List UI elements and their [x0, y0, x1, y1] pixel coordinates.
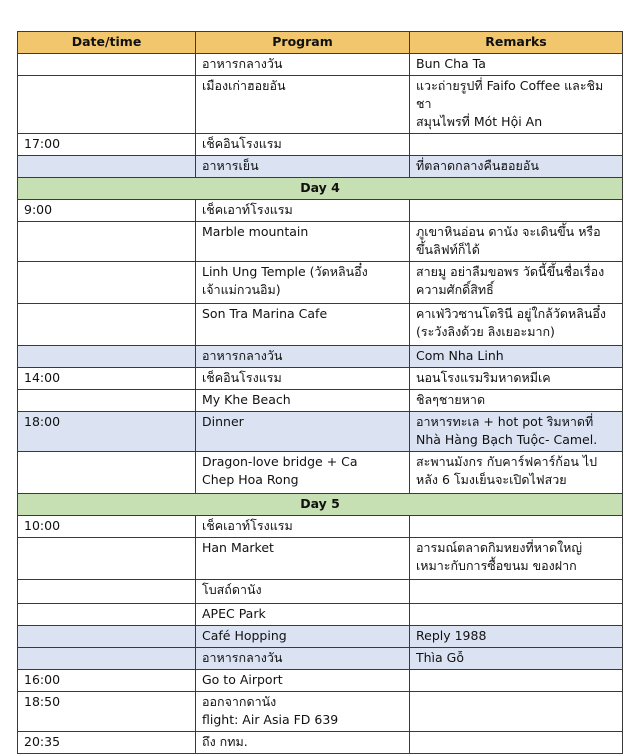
header-row [18, 32, 623, 54]
table-row [18, 580, 623, 604]
table-row [18, 538, 623, 580]
time-cell [18, 346, 196, 368]
table-row [18, 390, 623, 412]
time-cell [18, 626, 196, 648]
table-row [18, 626, 623, 648]
table-row [18, 670, 623, 692]
remarks-cell: ชิลๆชายหาด [410, 390, 623, 412]
program-cell: อาหารเย็น [196, 156, 410, 178]
remarks-cell: Thìa Gỗ [410, 648, 623, 670]
table-row [18, 346, 623, 368]
remarks-cell: แวะถ่ายรูปที่ Faifo Coffee และชิมชา สมุนไพรที่ Mót Hội An [410, 76, 623, 134]
program-cell: Linh Ung Temple (วัดหลินอึ๋ง เจ้าแม่กวนอิม) [196, 262, 410, 304]
day-header-row [18, 178, 623, 200]
header-datetime: Date/time [18, 32, 196, 54]
table-row [18, 304, 623, 346]
remarks-cell: นอนโรงแรมริมหาดหมีเค [410, 368, 623, 390]
time-cell [18, 648, 196, 670]
remarks-cell: Bun Cha Ta [410, 54, 623, 76]
remarks-cell [410, 516, 623, 538]
time-cell [18, 222, 196, 262]
remarks-cell [410, 200, 623, 222]
remarks-cell: คาเฟ่วิวซานโตรินี อยู่ใกล้วัดหลินอึ๋ง (ระวังลิงด้วย ลิงเยอะมาก) [410, 304, 623, 346]
time-cell: 9:00 [18, 200, 196, 222]
program-cell: Go to Airport [196, 670, 410, 692]
time-cell: 17:00 [18, 134, 196, 156]
table-row [18, 452, 623, 494]
program-cell: เช็คอินโรงแรม [196, 368, 410, 390]
remarks-cell: ที่ตลาดกลางคืนฮอยอัน [410, 156, 623, 178]
table-row [18, 222, 623, 262]
remarks-cell: ภูเขาหินอ่อน ดานัง จะเดินขึ้น หรือ ขึ้นลิฟท์ก็ได้ [410, 222, 623, 262]
time-cell [18, 452, 196, 494]
program-cell: Marble mountain [196, 222, 410, 262]
program-cell: Son Tra Marina Cafe [196, 304, 410, 346]
table-row [18, 54, 623, 76]
program-cell: Dragon-love bridge + Ca Chep Hoa Rong [196, 452, 410, 494]
time-cell [18, 580, 196, 604]
remarks-cell: อารมณ์ตลาดกิมหยงที่หาดใหญ่ เหมาะกับการซื้อขนม ของฝาก [410, 538, 623, 580]
program-cell: My Khe Beach [196, 390, 410, 412]
remarks-cell: Reply 1988 [410, 626, 623, 648]
time-cell [18, 304, 196, 346]
time-cell [18, 538, 196, 580]
remarks-cell [410, 580, 623, 604]
program-cell: ถึง กทม. [196, 732, 410, 754]
remarks-cell: อาหารทะเล + hot pot ริมหาดที่ Nhà Hàng Bạch Tuộc- Camel. [410, 412, 623, 452]
program-cell: Café Hopping [196, 626, 410, 648]
time-cell: 10:00 [18, 516, 196, 538]
time-cell: 14:00 [18, 368, 196, 390]
remarks-cell: สะพานมังกร กับคาร์ฟคาร์ก้อน ไป หลัง 6 โมงเย็นจะเปิดไฟสวย [410, 452, 623, 494]
program-cell: ออกจากดานัง flight: Air Asia FD 639 [196, 692, 410, 732]
day-label: Day 5 [18, 494, 623, 516]
time-cell [18, 390, 196, 412]
day-header-row [18, 494, 623, 516]
program-cell: อาหารกลางวัน [196, 648, 410, 670]
table-row [18, 516, 623, 538]
time-cell: 18:00 [18, 412, 196, 452]
time-cell: 18:50 [18, 692, 196, 732]
program-cell: เมืองเก่าฮอยอัน [196, 76, 410, 134]
program-cell: เช็คเอาท์โรงแรม [196, 200, 410, 222]
time-cell [18, 54, 196, 76]
remarks-cell [410, 692, 623, 732]
time-cell [18, 262, 196, 304]
table-row [18, 156, 623, 178]
time-cell: 16:00 [18, 670, 196, 692]
header-remarks: Remarks [410, 32, 623, 54]
remarks-cell: Com Nha Linh [410, 346, 623, 368]
remarks-cell [410, 670, 623, 692]
time-cell [18, 76, 196, 134]
table-row [18, 732, 623, 754]
time-cell [18, 156, 196, 178]
remarks-cell: สายมู อย่าลืมขอพร วัดนี้ขึ้นชื่อเรื่อง ความศักดิ์สิทธิ์ [410, 262, 623, 304]
table-row [18, 134, 623, 156]
table-row [18, 368, 623, 390]
program-cell: อาหารกลางวัน [196, 346, 410, 368]
program-cell: เช็คอินโรงแรม [196, 134, 410, 156]
table-row [18, 412, 623, 452]
program-cell: Dinner [196, 412, 410, 452]
program-cell: APEC Park [196, 604, 410, 626]
remarks-cell [410, 134, 623, 156]
table-row [18, 604, 623, 626]
remarks-cell [410, 604, 623, 626]
day-label: Day 4 [18, 178, 623, 200]
time-cell [18, 604, 196, 626]
remarks-cell [410, 732, 623, 754]
program-cell: เช็คเอาท์โรงแรม [196, 516, 410, 538]
table-row [18, 692, 623, 732]
program-cell: Han Market [196, 538, 410, 580]
table-row [18, 76, 623, 134]
time-cell: 20:35 [18, 732, 196, 754]
header-program: Program [196, 32, 410, 54]
program-cell: อาหารกลางวัน [196, 54, 410, 76]
program-cell: โบสถ์ดานัง [196, 580, 410, 604]
table-row [18, 262, 623, 304]
table-row [18, 648, 623, 670]
itinerary-body [18, 54, 623, 754]
table-row [18, 200, 623, 222]
itinerary-table [17, 31, 623, 754]
